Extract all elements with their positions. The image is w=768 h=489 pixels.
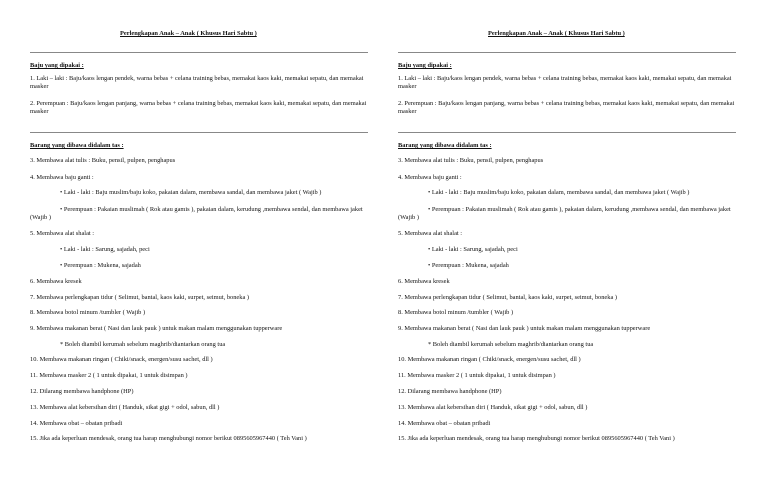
section-heading-baju: Baju yang dipakai : [30, 62, 84, 69]
list-item: 7. Membawa perlengkapan tidur ( Selimut, bantal, kaos kaki, surpet, seimut, boneka ) [398, 294, 618, 301]
section-heading-baju: Baju yang dipakai : [398, 62, 452, 69]
list-item: 12. Dilarang membawa handphone (HP) [30, 388, 134, 395]
list-item: 14. Membawa obat – obatan pribadi [30, 420, 123, 427]
list-note: * Boleh diambil kerumah sebelum maghrib/diantarkan orang tua [428, 341, 594, 348]
section-heading-barang: Barang yang dibawa didalam tas : [30, 142, 124, 149]
list-note: * Boleh diambil kerumah sebelum maghrib/diantarkan orang tua [60, 341, 226, 348]
list-item: 4. Membawa baju ganti : [30, 174, 94, 181]
list-item: 5. Membawa alat shalat : [30, 230, 95, 237]
list-item: 2. Perempuan : Baju/kaos lengan panjang, warna bebas + celana training bebas, memakai kaos kaki, memakai sepatu, dan memakai masker [398, 100, 735, 115]
list-item: 15. Jika ada keperluan mendesak, orang tua harap menghubungi nomor berikut 0895605967440 ( Teh Vani ) [398, 435, 675, 442]
list-item: 2. Perempuan : Baju/kaos lengan panjang, warna bebas + celana training bebas, memakai kaos kaki, memakai sepatu, dan memakai masker [30, 100, 367, 115]
list-item: 8. Membawa botol minum /tumbler ( Wajib ) [398, 309, 514, 316]
list-item: 14. Membawa obat – obatan pribadi [398, 420, 491, 427]
list-item: 11. Membawa masker 2 ( 1 untuk dipakai, 1 untuk disimpan ) [398, 372, 556, 379]
list-item: 11. Membawa masker 2 ( 1 untuk dipakai, 1 untuk disimpan ) [30, 372, 188, 379]
list-item: 3. Membawa alat tulis : Buku, pensil, pulpen, penghapus [30, 157, 176, 164]
list-item: 1. Laki – laki : Baju/kaos lengan pendek, warna bebas + celana training bebas, memakai kaos kaki, memakai sepatu, dan memakai masker [30, 75, 364, 90]
list-item: 13. Membawa alat kebersihan diri ( Handuk, sikat gigi + odol, sabun, dll ) [30, 404, 220, 411]
divider [398, 132, 736, 133]
divider [30, 52, 368, 53]
document-page-right [368, 0, 768, 489]
list-item: 10. Membawa makanan ringan ( Chiki/snack, energen/susu sachet, dll ) [30, 356, 213, 363]
list-item: 12. Dilarang membawa handphone (HP) [398, 388, 502, 395]
list-subitem: • Perempuan : Pakaian muslimah ( Rok atau gamis ), pakaian dalam, kerudung ,membawa sendal, dan membawa jaket (Wajib ) [30, 206, 363, 221]
list-subitem: • Laki - laki : Baju muslim/baju koko, pakaian dalam, membawa sandal, dan membawa jaket ( Wajib ) [428, 189, 690, 196]
list-item: 6. Membawa kresek [30, 278, 82, 285]
list-item: 1. Laki – laki : Baju/kaos lengan pendek, warna bebas + celana training bebas, memakai kaos kaki, memakai sepatu, dan memakai masker [398, 75, 732, 90]
list-item: 9. Membawa makanan berat ( Nasi dan lauk pauk ) untuk makan malam menggunakan tupperware [398, 325, 651, 332]
divider [398, 52, 736, 53]
list-item: 8. Membawa botol minum /tumbler ( Wajib ) [30, 309, 146, 316]
list-subitem: • Laki - laki : Sarung, sajadah, peci [60, 246, 150, 253]
list-subitem: • Perempuan : Mukena, sajadah [428, 262, 509, 269]
list-subitem: • Perempuan : Pakaian muslimah ( Rok atau gamis ), pakaian dalam, kerudung ,membawa sendal, dan membawa jaket (Wajib ) [398, 206, 731, 221]
list-item: 10. Membawa makanan ringan ( Chiki/snack, energen/susu sachet, dll ) [398, 356, 581, 363]
page-title: Perlengkapan Anak – Anak ( Khusus Hari Sabtu ) [488, 30, 625, 37]
list-item: 15. Jika ada keperluan mendesak, orang tua harap menghubungi nomor berikut 0895605967440 ( Teh Vani ) [30, 435, 307, 442]
list-subitem: • Perempuan : Mukena, sajadah [60, 262, 141, 269]
list-item: 9. Membawa makanan berat ( Nasi dan lauk pauk ) untuk makan malam menggunakan tupperware [30, 325, 283, 332]
list-item: 5. Membawa alat shalat : [398, 230, 463, 237]
list-item: 4. Membawa baju ganti : [398, 174, 462, 181]
list-subitem: • Laki - laki : Baju muslim/baju koko, pakaian dalam, membawa sandal, dan membawa jaket ( Wajib ) [60, 189, 322, 196]
list-item: 13. Membawa alat kebersihan diri ( Handuk, sikat gigi + odol, sabun, dll ) [398, 404, 588, 411]
page-title: Perlengkapan Anak – Anak ( Khusus Hari Sabtu ) [120, 30, 257, 37]
list-subitem: • Laki - laki : Sarung, sajadah, peci [428, 246, 518, 253]
section-heading-barang: Barang yang dibawa didalam tas : [398, 142, 492, 149]
divider [30, 132, 368, 133]
list-item: 3. Membawa alat tulis : Buku, pensil, pulpen, penghapus [398, 157, 544, 164]
list-item: 7. Membawa perlengkapan tidur ( Selimut, bantal, kaos kaki, surpet, seimut, boneka ) [30, 294, 250, 301]
list-item: 6. Membawa kresek [398, 278, 450, 285]
